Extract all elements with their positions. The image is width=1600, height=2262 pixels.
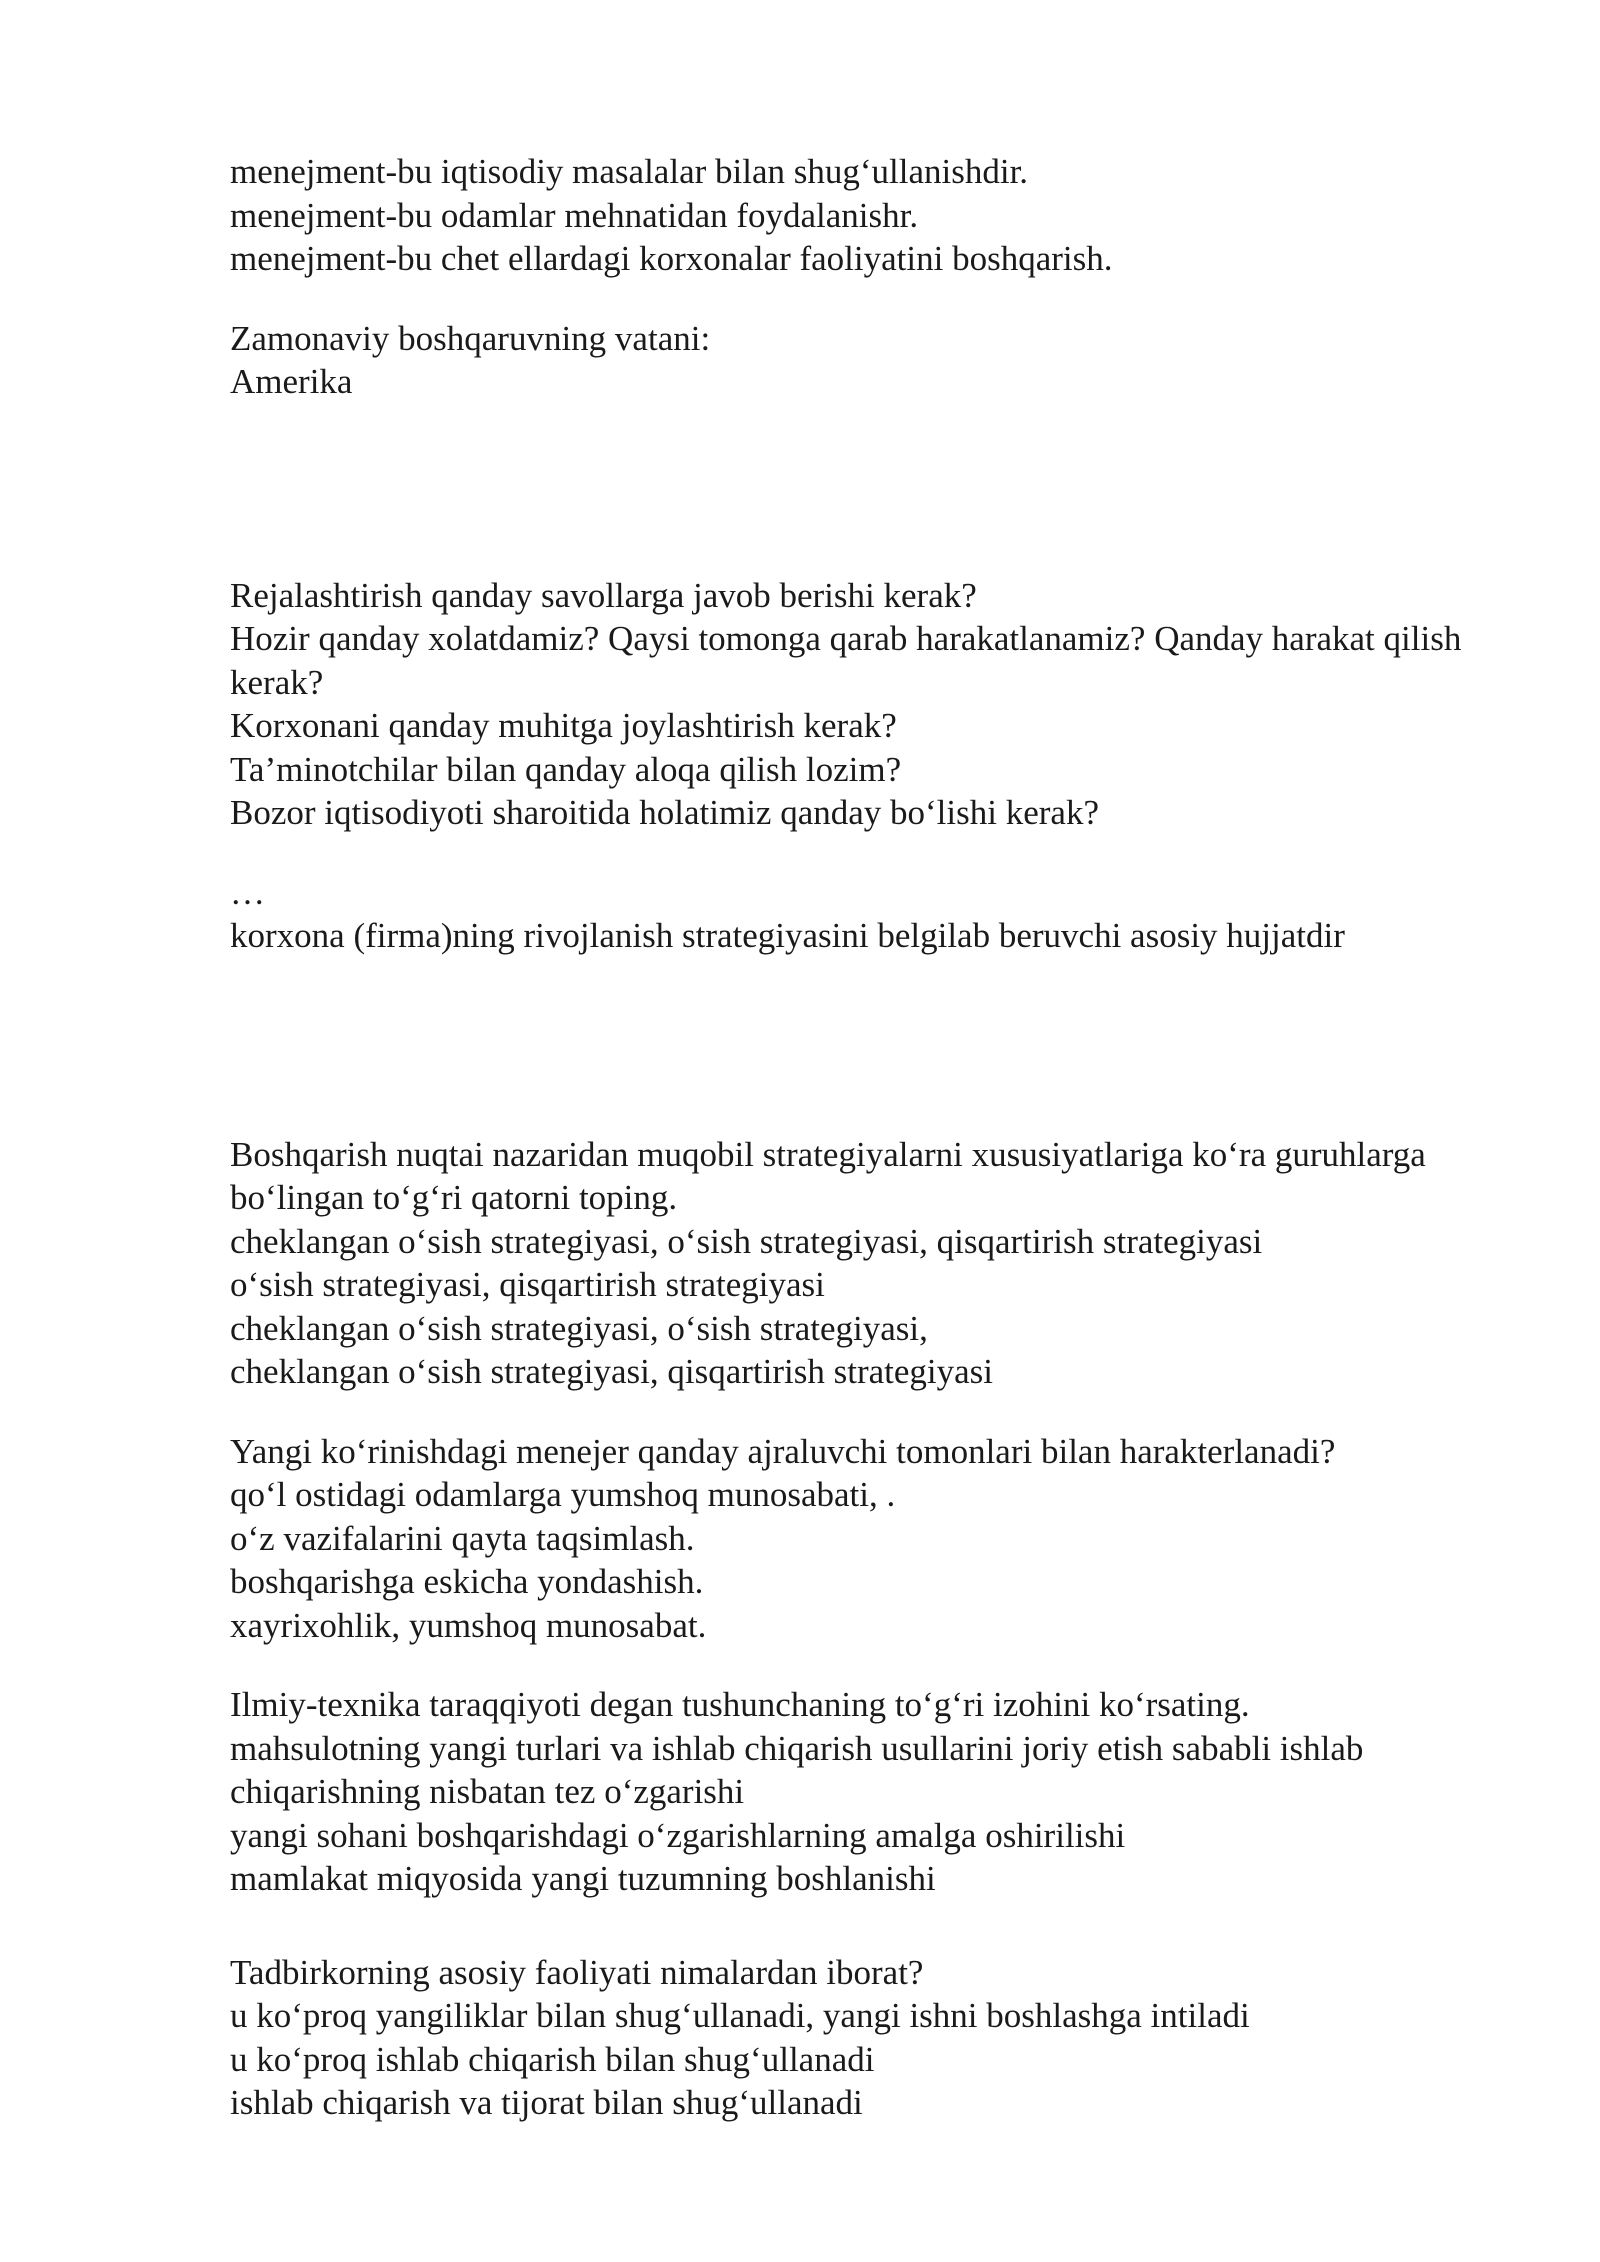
section-strategy-groups-question [230, 1133, 1480, 1394]
option-line: boshqarishga eskicha yondashish. [230, 1562, 704, 1601]
document-page [230, 150, 1480, 2125]
option-line: cheklangan o‘sish strategiyasi, o‘sish strategiyasi, qisqartirish strategiyasi [230, 1221, 1263, 1261]
option-line: cheklangan o‘sish strategiyasi, o‘sish strategiyasi, [230, 1308, 928, 1348]
section-planning-question [230, 574, 1480, 835]
option-line: mamlakat miqyosida yangi tuzumning boshlanishi [230, 1859, 936, 1898]
option-line: Ta’minotchilar bilan qanday aloqa qilish lozim? [230, 749, 902, 789]
spacer [230, 404, 1480, 574]
section-scientific-progress-question [230, 1683, 1480, 1901]
option-line: Bozor iqtisodiyoti sharoitida holatimiz qanday bo‘lishi kerak? [230, 793, 1099, 832]
option-line: o‘z vazifalarini qayta taqsimlash. [230, 1518, 695, 1558]
question-line: Tadbirkorning asosiy faoliyati nimalardan iborat? [230, 1952, 924, 1992]
spacer [230, 1901, 1480, 1951]
question-line: Boshqarish nuqtai nazaridan muqobil strategiyalarni xususiyatlariga ko‘ra guruhlarga bo‘lingan to‘g‘ri qatorni toping. [230, 1134, 1426, 1217]
section-homeland-question [230, 317, 1480, 404]
ellipsis-line: … [230, 872, 265, 912]
text-line: menejment-bu iqtisodiy masalalar bilan shug‘ullanishdir. [230, 152, 1029, 191]
option-line: qo‘l ostidagi odamlarga yumshoq munosabati, . [230, 1475, 896, 1514]
question-line: Ilmiy-texnika taraqqiyoti degan tushunchaning to‘g‘ri izohini ko‘rsating. [230, 1685, 1250, 1724]
option-line: yangi sohani boshqarishdagi o‘zgarishlarning amalga oshirilishi [230, 1815, 1126, 1855]
option-line: mahsulotning yangi turlari va ishlab chiqarish usullarini joriy etish sababli ishlab chiqarishning nisbatan tez o‘zgarishi [230, 1728, 1364, 1811]
answer-line: Amerika [230, 362, 353, 401]
spacer [230, 1394, 1480, 1430]
spacer [230, 958, 1480, 1133]
option-line: xayrixohlik, yumshoq munosabat. [230, 1605, 707, 1645]
option-line: o‘sish strategiyasi, qisqartirish strategiyasi [230, 1265, 825, 1304]
spacer [230, 1647, 1480, 1683]
option-line: Hozir qanday xolatdamiz? Qaysi tomonga qarab harakatlanamiz? Qanday harakat qilish kerak? [230, 619, 1462, 702]
answer-line: korxona (firma)ning rivojlanish strategiyasini belgilab beruvchi asosiy hujjatdir [230, 916, 1345, 955]
option-line: u ko‘proq yangiliklar bilan shug‘ullanadi, yangi ishni boshlashga intiladi [230, 1996, 1250, 2035]
spacer [230, 835, 1480, 871]
text-line: menejment-bu odamlar mehnatidan foydalanishr. [230, 195, 919, 235]
question-line: Zamonaviy boshqaruvning vatani: [230, 318, 711, 358]
section-management-definitions [230, 150, 1480, 281]
option-line: ishlab chiqarish va tijorat bilan shug‘ullanadi [230, 2083, 863, 2122]
question-line: Yangi ko‘rinishdagi menejer qanday ajraluvchi tomonlari bilan harakterlanadi? [230, 1431, 1336, 1471]
option-line: cheklangan o‘sish strategiyasi, qisqartirish strategiyasi [230, 1352, 994, 1391]
section-new-manager-question [230, 1430, 1480, 1648]
section-strategy-document [230, 871, 1480, 958]
option-line: Korxonani qanday muhitga joylashtirish kerak? [230, 706, 897, 745]
text-line: menejment-bu chet ellardagi korxonalar faoliyatini boshqarish. [230, 239, 1113, 278]
section-entrepreneur-question [230, 1951, 1480, 2125]
question-line: Rejalashtirish qanday savollarga javob berishi kerak? [230, 575, 977, 615]
spacer [230, 281, 1480, 317]
option-line: u ko‘proq ishlab chiqarish bilan shug‘ullanadi [230, 2039, 875, 2079]
